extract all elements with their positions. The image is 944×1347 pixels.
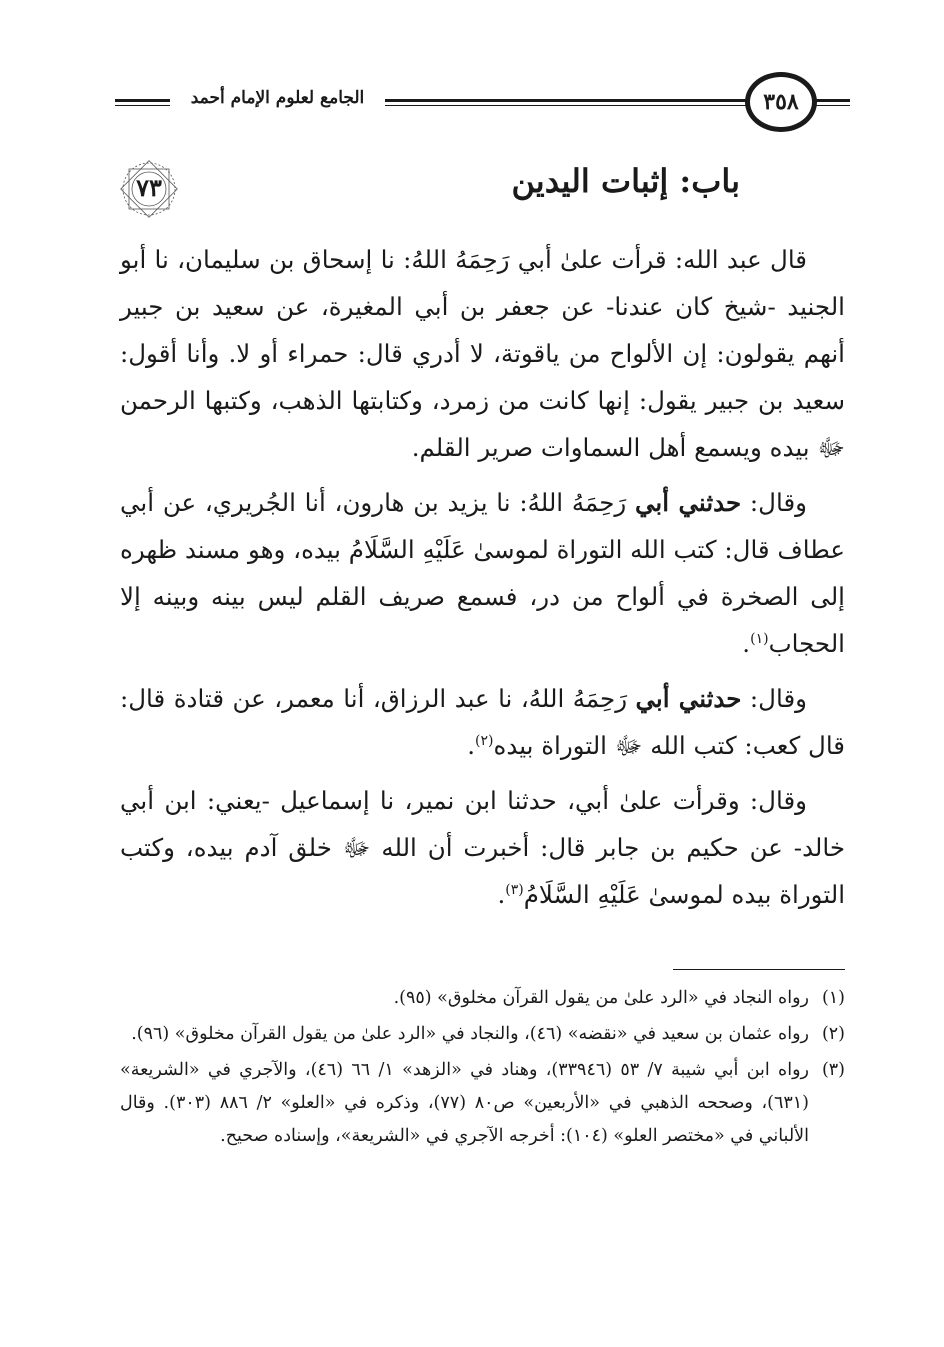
footnote-text: رواه عثمان بن سعيد في «نقضه» (٤٦)، والنجاد في «الرد علىٰ من يقول القرآن مخلوق» (٩٦). bbox=[131, 1024, 809, 1044]
footnote bbox=[120, 1054, 845, 1153]
header-rule-right bbox=[815, 99, 850, 106]
chapter-number: ٧٣ bbox=[136, 173, 162, 202]
footnote-number: (٢) bbox=[821, 1024, 845, 1044]
text-segment: . bbox=[742, 629, 751, 658]
text-segment: . bbox=[497, 880, 506, 909]
main-text bbox=[120, 236, 845, 926]
footnote-number: (٣) bbox=[821, 1060, 845, 1080]
footnote-text: رواه النجاد في «الرد علىٰ من يقول القرآن مخلوق» (٩٥). bbox=[393, 988, 809, 1008]
header-rule-left bbox=[115, 99, 170, 106]
text-segment: وقال: bbox=[741, 684, 807, 713]
paragraph bbox=[120, 777, 845, 918]
footnote bbox=[120, 1018, 845, 1051]
paragraph bbox=[120, 236, 845, 471]
footnote-ref[interactable]: (١) bbox=[750, 630, 769, 647]
footnote-text: رواه ابن أبي شيبة ٧/ ٥٣ (٣٣٩٤٦)، وهناد في «الزهد» ١/ ٦٦ (٤٦)، والآجري في «الشريعة» (٦٣١)، وصححه الذهبي في «الأربعين» ص٨٠ (٧٧)، وذكره في «العلو» ٢/ ٨٨٦ (٣٠٣). وقال الألباني في «مختصر العلو» (١٠٤): أخرجه الآجري في «الشريعة»، وإسناده صحيح. bbox=[120, 1060, 809, 1146]
footnote-ref[interactable]: (٢) bbox=[475, 732, 494, 749]
text-segment: . bbox=[467, 731, 476, 760]
text-segment: رَحِمَهُ اللهُ، نا عبد الرزاق، أنا معمر، عن قتادة قال: قال كعب: كتب الله ﷻ التوراة بيده bbox=[120, 684, 845, 760]
text-segment: حدثني أبي bbox=[634, 488, 742, 517]
text-segment: حدثني أبي bbox=[635, 684, 742, 713]
book-title: الجامع لعلوم الإمام أحمد bbox=[190, 88, 365, 108]
chapter-title: باب: إثبات اليدين bbox=[511, 162, 740, 200]
text-segment: وقال: وقرأت علىٰ أبي، حدثنا ابن نمير، نا إسماعيل -يعني: ابن أبي خالد- عن حكيم بن جابر قال: أخبرت أن الله ﷻ خلق آدم بيده، وكتب التوراة بيده لموسىٰ عَلَيْهِ السَّلَامُ bbox=[120, 786, 845, 909]
text-segment: رَحِمَهُ اللهُ: نا يزيد بن هارون، أنا الجُريري، عن أبي عطاف قال: كتب الله التوراة لموسىٰ عَلَيْهِ السَّلَامُ بيده، وهو مسند ظهره إلى الصخرة في ألواح من در، فسمع صريف القلم ليس بينه وبينه إلا الحجاب bbox=[120, 488, 845, 658]
chapter-heading bbox=[120, 160, 850, 220]
footnote-number: (١) bbox=[821, 988, 845, 1008]
text-segment: قال عبد الله: قرأت علىٰ أبي رَحِمَهُ اللهُ: نا إسحاق بن سليمان، نا أبو الجنيد -شيخ كان عندنا- عن جعفر بن أبي المغيرة، عن سعيد بن جبير أنهم يقولون: إن الألواح من ياقوتة، لا أدري قال: حمراء أو لا. وأنا أقول: سعيد بن جبير يقول: إنها كانت من زمرد، وكتابتها الذهب، وكتبها الرحمن ﷻ بيده ويسمع أهل السماوات صرير القلم. bbox=[120, 245, 845, 462]
footnote-ref[interactable]: (٣) bbox=[505, 881, 524, 898]
running-header bbox=[115, 66, 850, 138]
paragraph bbox=[120, 479, 845, 667]
text-segment: وقال: bbox=[741, 488, 807, 517]
paragraph bbox=[120, 675, 845, 769]
footnote-separator bbox=[673, 969, 845, 970]
header-rule-middle bbox=[385, 99, 750, 106]
page-number: ٣٥٨ bbox=[745, 72, 817, 132]
footnotes bbox=[120, 982, 845, 1156]
footnote bbox=[120, 982, 845, 1015]
